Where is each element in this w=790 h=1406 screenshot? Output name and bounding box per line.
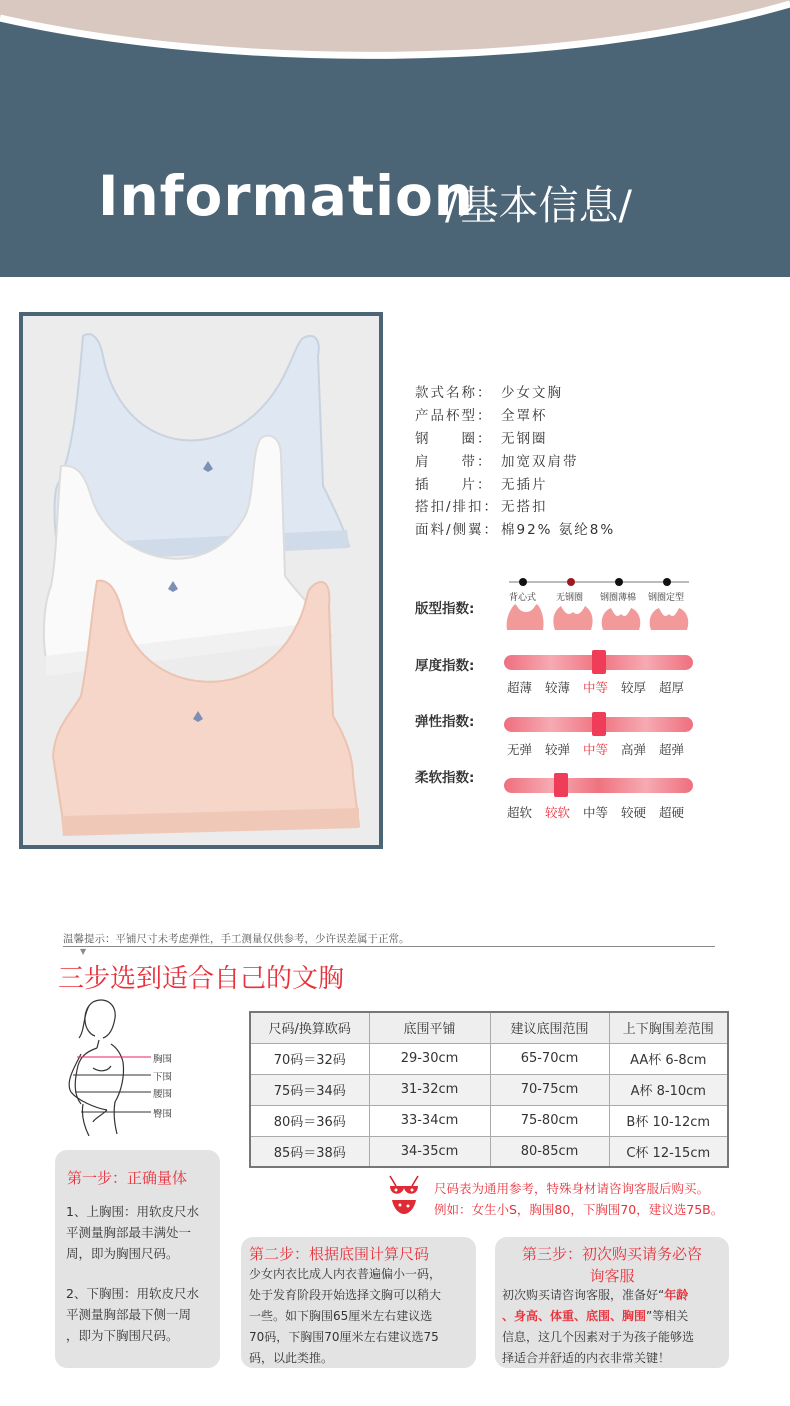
spec-row: 搭扣/排扣： 无搭扣 xyxy=(415,499,548,515)
table-row xyxy=(250,1074,728,1105)
step-3-title: 第三步：初次购买请务必咨 询客服 xyxy=(521,1245,702,1285)
table-cell: 31-32cm xyxy=(369,1074,490,1105)
column-header: 上下胸围差范围 xyxy=(609,1012,728,1043)
step-3-card xyxy=(495,1237,729,1368)
thickness-option: 较厚 xyxy=(621,680,647,695)
spec-row: 肩 带： 加宽双肩带 xyxy=(415,454,579,470)
elasticity-option: 较弹 xyxy=(545,742,571,757)
step-1-paragraph-1: 1、上胸围：用软皮尺水 平测量胸部最丰满处一 周，即为胸围尺码。 xyxy=(66,1204,199,1261)
bust-label: 胸围 xyxy=(153,1054,173,1065)
step-1-card xyxy=(55,1150,220,1368)
style-option-selected: 无钢圈 xyxy=(556,593,584,603)
step-2-title: 第二步：根据底围计算尺码 xyxy=(249,1245,430,1263)
softness-scale-marker xyxy=(554,773,568,797)
style-option: 钢圈薄棉 xyxy=(600,593,637,603)
table-header-row xyxy=(250,1012,728,1043)
softness-scale-bar xyxy=(504,778,693,793)
hip-label: 臀围 xyxy=(153,1109,173,1120)
table-cell: 75-80cm xyxy=(490,1105,609,1136)
spec-row: 钢 圈： 无钢圈 xyxy=(415,431,548,447)
softness-option: 超硬 xyxy=(659,805,685,820)
step-2-text: 少女内衣比成人内衣普遍偏小一码， 处于发育阶段开始选择文胸可以稍大 一些。如下胸围65厘米左右建议选 70码，下胸围70厘米左右建议选75 码，以此类推。 xyxy=(249,1267,442,1365)
size-example-note: 例如：女生小S，胸围80，下胸围70，建议选75B。 xyxy=(434,1202,724,1217)
elasticity-option: 高弹 xyxy=(621,742,647,757)
table-cell: 33-34cm xyxy=(369,1105,490,1136)
section-title: 三步选到适合自己的文胸 xyxy=(58,964,345,994)
waist-label: 腰围 xyxy=(153,1089,173,1100)
thickness-index-label: 厚度指数: xyxy=(415,658,475,674)
spec-row: 款式名称： 少女文胸 xyxy=(415,385,563,401)
product-photo xyxy=(19,312,383,849)
size-note: 尺码表为通用参考，特殊身材请咨询客服后购买。 xyxy=(434,1181,710,1196)
spec-row: 产品杯型： 全罩杯 xyxy=(415,408,548,424)
table-cell: C杯 12-15cm xyxy=(609,1136,728,1167)
page-subtitle: /基本信息/ xyxy=(445,183,632,229)
softness-option: 超软 xyxy=(507,805,533,820)
table-cell: 70码＝32码 xyxy=(250,1043,369,1074)
softness-index-label: 柔软指数: xyxy=(415,770,475,786)
divider xyxy=(63,946,715,947)
step-3-text: 初次购买请咨询客服，准备好“年龄 、身高、体重、底围、胸围”等相关 信息，这几个因素对于为孩子能够选 择适合并舒适的内衣非常关键！ xyxy=(502,1288,695,1365)
step-1-paragraph-2: 2、下胸围：用软皮尺水 平测量胸部最下侧一周 ，即为下胸围尺码。 xyxy=(66,1286,199,1343)
elasticity-index-label: 弹性指数: xyxy=(415,714,475,730)
column-header: 建议底围范围 xyxy=(490,1012,609,1043)
thickness-option: 超薄 xyxy=(507,680,533,695)
table-row xyxy=(250,1136,728,1167)
softness-option: 较软 xyxy=(545,805,571,820)
thickness-option: 超厚 xyxy=(659,680,685,695)
elasticity-option: 无弹 xyxy=(507,742,533,757)
spec-row: 插 片： 无插片 xyxy=(415,477,548,493)
table-cell: 65-70cm xyxy=(490,1043,609,1074)
underbust-label: 下围 xyxy=(153,1072,173,1083)
down-arrow-icon: ▼ xyxy=(80,947,87,956)
bikini-icon xyxy=(386,1172,422,1216)
table-row xyxy=(250,1043,728,1074)
step-2-card xyxy=(241,1237,476,1368)
table-cell: 80-85cm xyxy=(490,1136,609,1167)
style-option: 背心式 xyxy=(509,593,537,603)
table-cell: 70-75cm xyxy=(490,1074,609,1105)
thickness-option: 较薄 xyxy=(545,680,571,695)
table-cell: 29-30cm xyxy=(369,1043,490,1074)
measurement-tip: 温馨提示：平铺尺寸未考虑弹性，手工测量仅供参考，少许误差属于正常。 xyxy=(63,933,410,945)
page-title: Information xyxy=(98,164,474,228)
elasticity-scale-marker xyxy=(592,712,606,736)
table-cell: A杯 8-10cm xyxy=(609,1074,728,1105)
table-cell: B杯 10-12cm xyxy=(609,1105,728,1136)
softness-option: 较硬 xyxy=(621,805,647,820)
elasticity-option: 超弹 xyxy=(659,742,685,757)
spec-row: 面料/侧翼： 棉92% 氨纶8% xyxy=(415,522,616,538)
table-cell: 85码＝38码 xyxy=(250,1136,369,1167)
style-option: 钢圈定型 xyxy=(648,593,685,603)
size-table xyxy=(249,1011,729,1168)
table-cell: 75码＝34码 xyxy=(250,1074,369,1105)
table-cell: AA杯 6-8cm xyxy=(609,1043,728,1074)
table-cell: 34-35cm xyxy=(369,1136,490,1167)
style-index-label: 版型指数: xyxy=(415,601,475,617)
thickness-scale-marker xyxy=(592,650,606,674)
column-header: 尺码/换算欧码 xyxy=(250,1012,369,1043)
header-band xyxy=(0,0,790,277)
column-header: 底围平铺 xyxy=(369,1012,490,1043)
table-cell: 80码＝36码 xyxy=(250,1105,369,1136)
elasticity-option: 中等 xyxy=(583,742,609,757)
softness-option: 中等 xyxy=(583,805,609,820)
step-1-title: 第一步：正确量体 xyxy=(67,1169,188,1187)
thickness-option: 中等 xyxy=(583,680,609,695)
table-row xyxy=(250,1105,728,1136)
style-index-icons xyxy=(505,578,695,634)
